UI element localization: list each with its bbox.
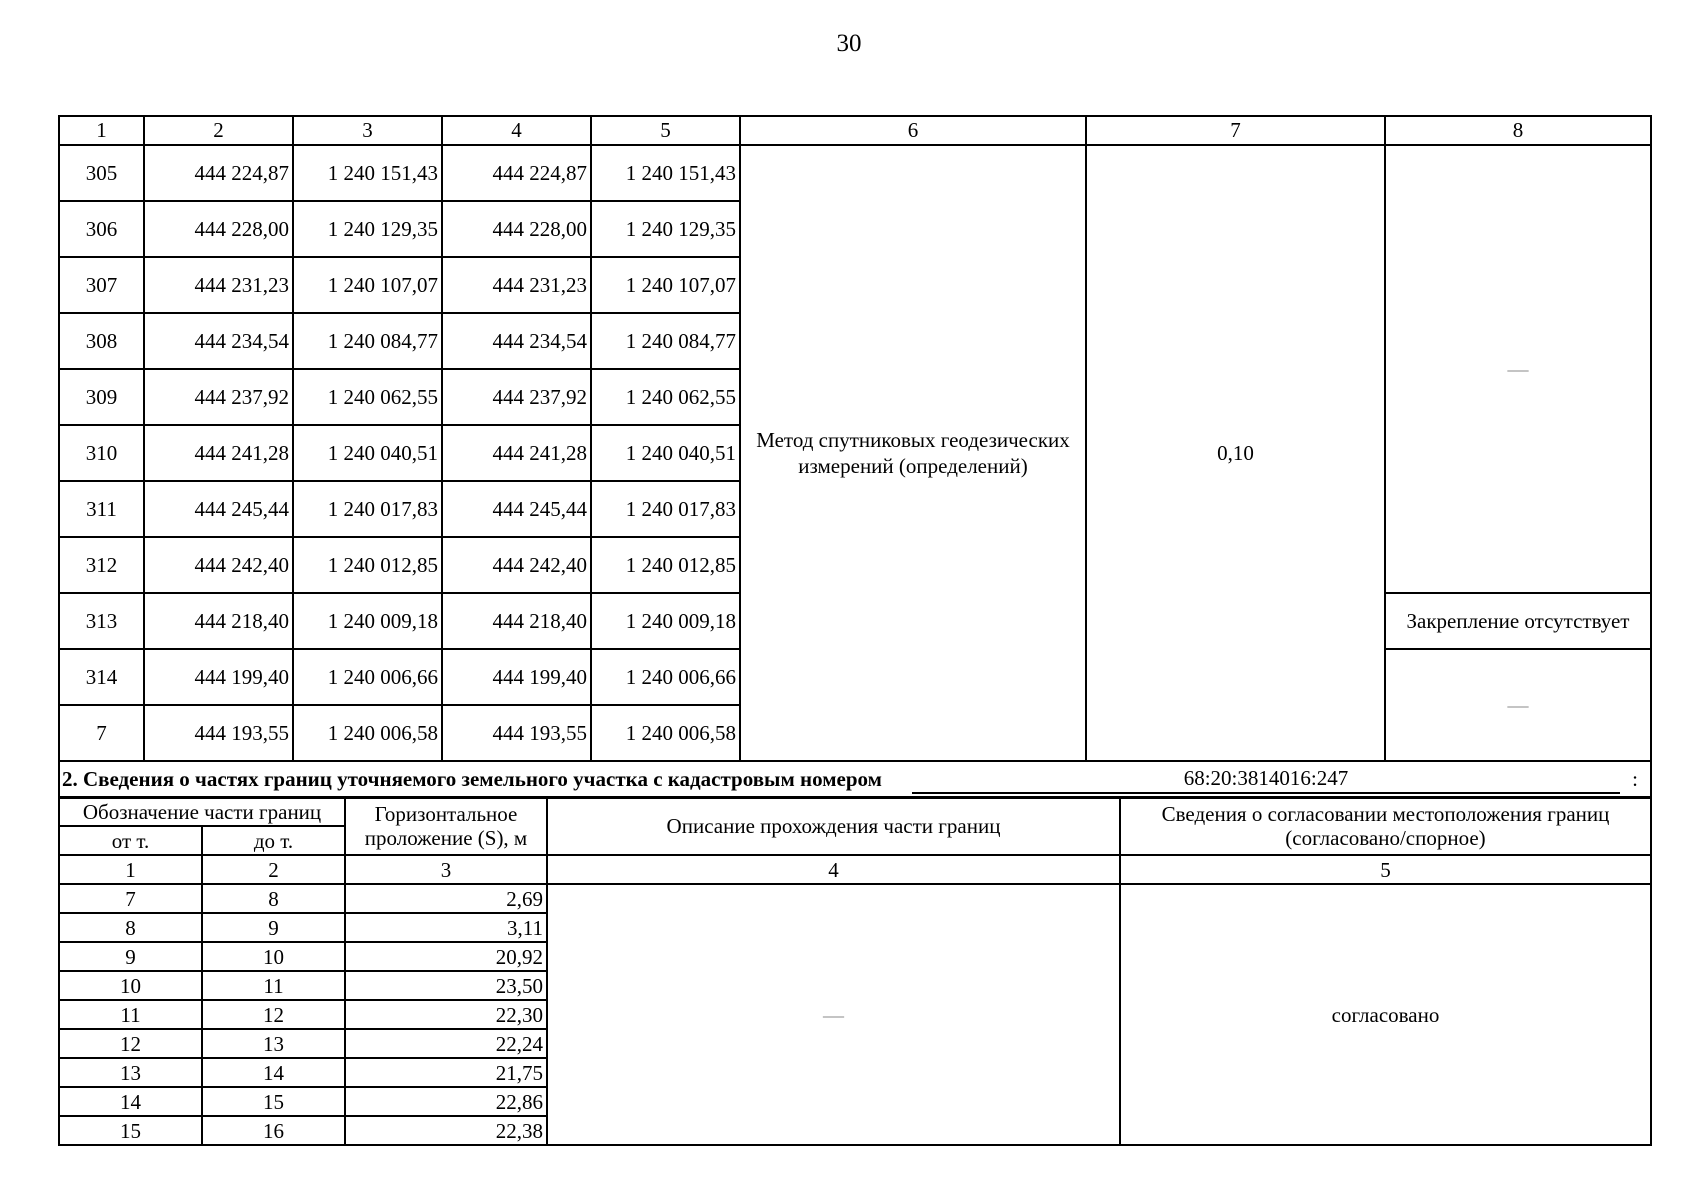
coord-x-old: 444 193,55 (144, 705, 293, 761)
column-number: 3 (345, 855, 547, 884)
column-number-row (59, 855, 1651, 884)
distance: 22,30 (345, 1000, 547, 1029)
coord-x-new: 444 245,44 (442, 481, 591, 537)
coord-x-old: 444 242,40 (144, 537, 293, 593)
coord-x-new: 444 242,40 (442, 537, 591, 593)
marking-dash-bottom: — (1385, 649, 1651, 761)
to-point: 11 (202, 971, 345, 1000)
coord-y-new: 1 240 009,18 (591, 593, 740, 649)
table-row (59, 145, 1651, 201)
coord-y-old: 1 240 040,51 (293, 425, 442, 481)
coord-y-new: 1 240 006,58 (591, 705, 740, 761)
coord-y-new: 1 240 040,51 (591, 425, 740, 481)
coord-x-new: 444 218,40 (442, 593, 591, 649)
coord-x-new: 444 241,28 (442, 425, 591, 481)
coord-y-new: 1 240 012,85 (591, 537, 740, 593)
coord-x-new: 444 228,00 (442, 201, 591, 257)
column-number: 7 (1086, 116, 1385, 145)
to-point: 10 (202, 942, 345, 971)
from-point: 12 (59, 1029, 202, 1058)
coord-y-old: 1 240 017,83 (293, 481, 442, 537)
point-id: 312 (59, 537, 144, 593)
coord-y-new: 1 240 084,77 (591, 313, 740, 369)
column-number: 8 (1385, 116, 1651, 145)
coord-x-old: 444 237,92 (144, 369, 293, 425)
to-point: 14 (202, 1058, 345, 1087)
point-id: 313 (59, 593, 144, 649)
header-from: от т. (59, 826, 202, 855)
from-point: 15 (59, 1116, 202, 1145)
distance: 23,50 (345, 971, 547, 1000)
coord-x-old: 444 224,87 (144, 145, 293, 201)
point-id: 307 (59, 257, 144, 313)
coord-x-new: 444 224,87 (442, 145, 591, 201)
distance: 3,11 (345, 913, 547, 942)
section2-heading-row (59, 761, 1651, 798)
point-id: 314 (59, 649, 144, 705)
header-agreement: Сведения о согласовании местоположения границ (согласовано/спорное) (1120, 797, 1651, 855)
page-number: 30 (836, 30, 862, 57)
coord-x-old: 444 199,40 (144, 649, 293, 705)
from-point: 14 (59, 1087, 202, 1116)
coord-y-old: 1 240 006,58 (293, 705, 442, 761)
point-id: 310 (59, 425, 144, 481)
column-number: 2 (202, 855, 345, 884)
coord-x-new: 444 199,40 (442, 649, 591, 705)
coord-y-old: 1 240 009,18 (293, 593, 442, 649)
section2-heading (59, 761, 1651, 798)
from-point: 11 (59, 1000, 202, 1029)
to-point: 8 (202, 884, 345, 913)
point-id: 308 (59, 313, 144, 369)
from-point: 8 (59, 913, 202, 942)
header-distance: Горизонтальное проложение (S), м (345, 797, 547, 855)
table-header-row (59, 797, 1651, 826)
coord-y-new: 1 240 151,43 (591, 145, 740, 201)
to-point: 15 (202, 1087, 345, 1116)
from-point: 10 (59, 971, 202, 1000)
coord-y-old: 1 240 129,35 (293, 201, 442, 257)
coord-x-new: 444 231,23 (442, 257, 591, 313)
point-id: 311 (59, 481, 144, 537)
section2-colon: : (1632, 767, 1638, 791)
to-point: 16 (202, 1116, 345, 1145)
coord-y-new: 1 240 017,83 (591, 481, 740, 537)
marking-note: Закрепление отсутствует (1385, 593, 1651, 649)
coord-x-new: 444 234,54 (442, 313, 591, 369)
coord-x-new: 444 237,92 (442, 369, 591, 425)
column-number: 5 (1120, 855, 1651, 884)
column-number: 4 (547, 855, 1120, 884)
from-point: 13 (59, 1058, 202, 1087)
header-designation: Обозначение части границ (59, 797, 345, 826)
cadastral-number: 68:20:3814016:247 (912, 765, 1620, 794)
to-point: 9 (202, 913, 345, 942)
distance: 20,92 (345, 942, 547, 971)
coord-x-new: 444 193,55 (442, 705, 591, 761)
point-id: 309 (59, 369, 144, 425)
description-cell: — (547, 884, 1120, 1145)
point-id: 305 (59, 145, 144, 201)
accuracy-cell: 0,10 (1086, 145, 1385, 761)
distance: 22,24 (345, 1029, 547, 1058)
from-point: 7 (59, 884, 202, 913)
column-number: 3 (293, 116, 442, 145)
column-number: 5 (591, 116, 740, 145)
marking-dash-top: — (1385, 145, 1651, 593)
header-description: Описание прохождения части границ (547, 797, 1120, 855)
coord-y-old: 1 240 084,77 (293, 313, 442, 369)
coord-x-old: 444 234,54 (144, 313, 293, 369)
to-point: 13 (202, 1029, 345, 1058)
distance: 22,86 (345, 1087, 547, 1116)
header-to: до т. (202, 826, 345, 855)
coord-y-new: 1 240 107,07 (591, 257, 740, 313)
to-point: 12 (202, 1000, 345, 1029)
coord-y-old: 1 240 151,43 (293, 145, 442, 201)
coord-y-new: 1 240 006,66 (591, 649, 740, 705)
coord-y-old: 1 240 006,66 (293, 649, 442, 705)
coord-x-old: 444 231,23 (144, 257, 293, 313)
table-row (59, 884, 1651, 913)
distance: 2,69 (345, 884, 547, 913)
coord-y-new: 1 240 062,55 (591, 369, 740, 425)
coord-y-old: 1 240 012,85 (293, 537, 442, 593)
coord-x-old: 444 241,28 (144, 425, 293, 481)
column-number: 6 (740, 116, 1086, 145)
from-point: 9 (59, 942, 202, 971)
distance: 21,75 (345, 1058, 547, 1087)
column-number: 1 (59, 116, 144, 145)
column-number: 2 (144, 116, 293, 145)
method-cell: Метод спутниковых геодезических измерений (определений) (740, 145, 1086, 761)
coord-x-old: 444 228,00 (144, 201, 293, 257)
section2-title: 2. Сведения о частях границ уточняемого земельного участка с кадастровым номером (62, 767, 882, 791)
coord-x-old: 444 218,40 (144, 593, 293, 649)
coord-y-old: 1 240 062,55 (293, 369, 442, 425)
distance: 22,38 (345, 1116, 547, 1145)
coord-y-new: 1 240 129,35 (591, 201, 740, 257)
boundary-parts-table (58, 796, 1652, 1146)
table-header-row (59, 116, 1651, 145)
coord-y-old: 1 240 107,07 (293, 257, 442, 313)
coord-x-old: 444 245,44 (144, 481, 293, 537)
point-id: 7 (59, 705, 144, 761)
boundary-points-table (58, 115, 1652, 799)
agreement-cell: согласовано (1120, 884, 1651, 1145)
column-number: 4 (442, 116, 591, 145)
column-number: 1 (59, 855, 202, 884)
point-id: 306 (59, 201, 144, 257)
